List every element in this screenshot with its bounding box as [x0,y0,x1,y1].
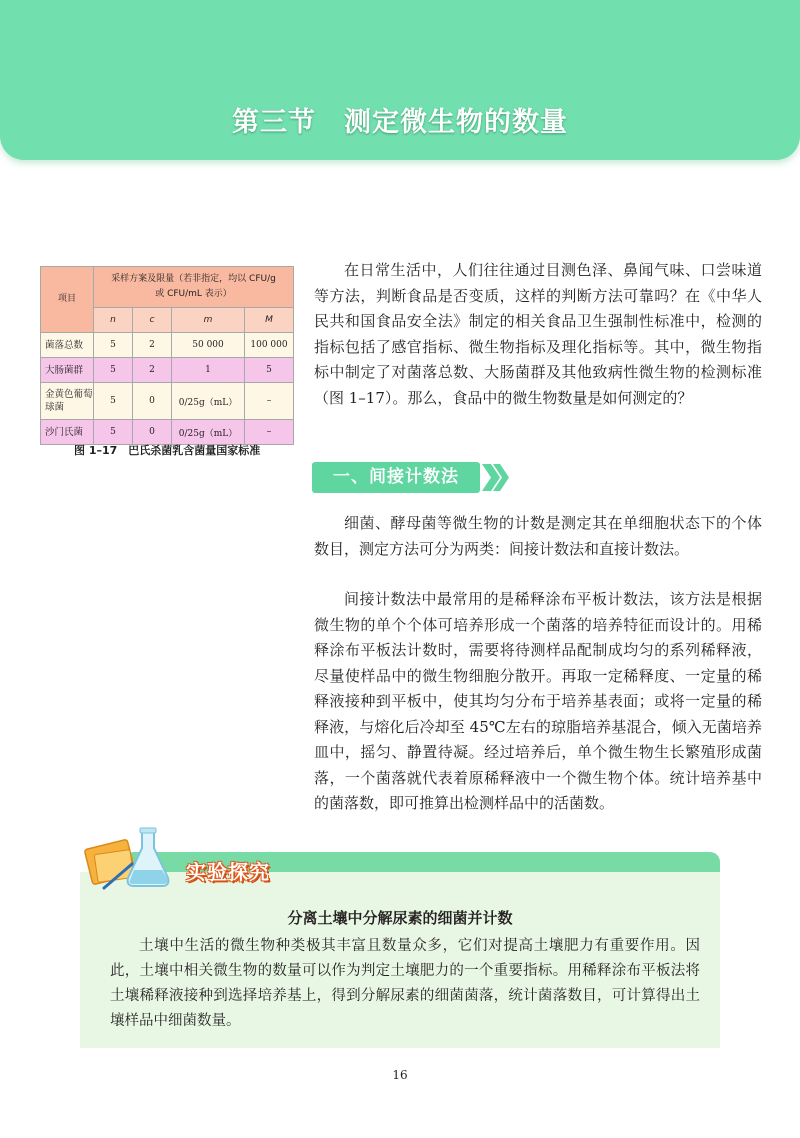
table-var-M: M [245,308,294,333]
table-cell: 5 [245,358,294,383]
table-cell: 0 [133,383,172,420]
intro-paragraph: 在日常生活中，人们往往通过目测色泽、鼻闻气味、口尝味道等方法，判断食品是否变质，这样的判断方法可靠吗？在《中华人民共和国食品安全法》制定的相关食品卫生强制性标准中，检测的指标包括了感官指标、微生物指标及理化指标等。其中，微生物指标中制定了对菌落总数、大肠菌群及其他致病性微生物的检测标准（图 1–17）。那么，食品中的微生物数量是如何测定的？ [314,261,762,407]
section-paragraph: 间接计数法中最常用的是稀释涂布平板计数法，该方法是根据微生物的单个个体可培养形成一个菌落的培养特征而设计的。用稀释涂布平板法计数时，需要将待测样品配制成均匀的系列稀释液，尽量使样品中的微生物细胞分散开。再取一定稀释度、一定量的稀释液接种到平板中，使其均匀分布于培养基表面；或将一定量的稀释液，与熔化后冷却至 45℃左右的琼脂培养基混合，倾入无菌培养皿中，摇匀、静置待凝。经过培养后，单个微生物生长繁殖形成菌落，一个菌落就代表着原稀释液中一个微生物个体。统计培养基中的菌落数，即可推算出检测样品中的活菌数。 [314,590,762,812]
table-cell: 5 [94,333,133,358]
table-cell: 0 [133,420,172,445]
experiment-text: 土壤中生活的微生物种类极其丰富且数量众多，它们对提高土壤肥力有重要作用。因此，土壤中相关微生物的数量可以作为判定土壤肥力的一个重要指标。用稀释涂布平板法将土壤稀释液接种到选择培养基上，得到分解尿素的细菌菌落，统计菌落数目，可计算得出土壤样品中细菌数量。 [110,938,700,1029]
table-var-c: c [133,308,172,333]
table-cell-name: 沙门氏菌 [41,420,94,445]
table-cell-name: 大肠菌群 [41,358,94,383]
table-var-m: m [172,308,245,333]
table-cell: 2 [133,358,172,383]
table-row [41,420,294,445]
standard-table [40,266,294,445]
table-cell: – [245,383,294,420]
table-cell: 1 [172,358,245,383]
table-row [41,358,294,383]
section-heading: 一、间接计数法 [333,467,459,487]
flask-folder-icon [84,826,194,896]
table-row [41,333,294,358]
table-row [41,383,294,420]
table-cell: 0/25g（mL） [172,420,245,445]
table-header-plan: 采样方案及限量（若非指定，均以 CFU/g 或 CFU/mL 表示） [94,267,294,308]
experiment-title: 分离土壤中分解尿素的细菌并计数 [287,909,513,927]
double-chevron-icon [480,462,510,493]
table-cell: 5 [94,420,133,445]
table-cell: 100 000 [245,333,294,358]
table-cell: 2 [133,333,172,358]
table-cell: 50 000 [172,333,245,358]
table-cell-name: 菌落总数 [41,333,94,358]
page-number: 16 [392,1068,408,1082]
table-var-n: n [94,308,133,333]
table-cell-name: 金黄色葡萄球菌 [41,383,94,420]
table-cell: 5 [94,358,133,383]
table-cell: – [245,420,294,445]
experiment-label: 实验探究 [186,860,270,884]
table-header-item: 项目 [41,267,94,333]
table-cell: 0/25g（mL） [172,383,245,420]
section-paragraph: 细菌、酵母菌等微生物的计数是测定其在单细胞状态下的个体数目，测定方法可分为两类：间接计数法和直接计数法。 [314,514,762,558]
figure-caption: 图 1–17 巴氏杀菌乳含菌量国家标准 [74,444,261,457]
table-cell: 5 [94,383,133,420]
section-title: 第三节 测定微生物的数量 [232,107,568,138]
